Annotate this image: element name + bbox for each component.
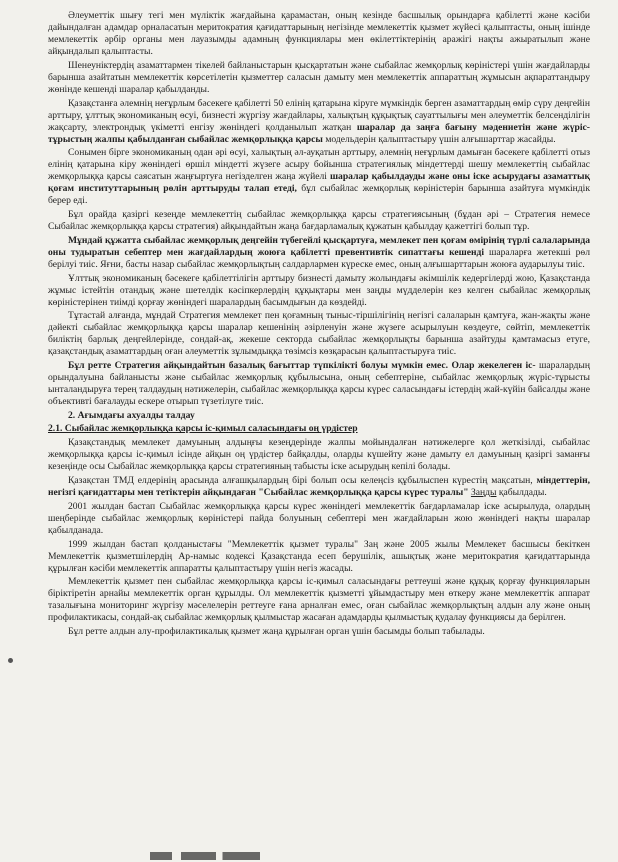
paragraph: Мемлекеттік қызмет пен сыбайлас жемқорлыққа қарсы іс-қимыл саласындағы реттеуші және құқық қорғау функцияларын біріктіретін арнайы мемлекеттік орган құрылды. Ол мемлекеттік қызметті ұйымдастыру мен өткеру және мемлекеттік аппарат тазалығына мониторинг жүргізу мәселелерін реттеуге ғана арналған емес, оған сыбайлас жемқорлықтың алдын алу және оның профилактикасы, сондай-ақ сыбайлас жемқорлық қылмыстар жасаған адамдарды қылмыстық қудалау функциясы да берілген. [48, 576, 590, 624]
paragraph-text: қабылдады. [498, 487, 547, 499]
paragraph: Бұл ретте алдын алу-профилактикалық қызмет жаңа құрылған орган үшін басымды болып табылады. [68, 626, 485, 638]
paragraph [48, 475, 590, 499]
paragraph: Бұл орайда қазіргі кезеңде мемлекеттің сыбайлас жемқорлыққа қарсы стратегиясының (бұдан әрі – Стратегия немесе Сыбайлас жемқорлыққа қарсы стратегия) айқындайтын жаңа бағдарламалық құжатын қабылдау қажеттігі болып тұр. [48, 209, 590, 233]
scan-dot [8, 658, 13, 663]
document-page [48, 10, 590, 640]
paragraph-bold-text: міндеттерін, негізгі қағидаттары мен тетіктерін айқындаған "Сыбайлас жемқорлыққа қарсы күрес туралы" [48, 475, 590, 499]
paragraph: Тұтастай алғанда, мұндай Стратегия мемлекет пен қоғамның тыныс-тіршілігінің негізгі салаларын қамтуға, жан-жақты және дәйекті сыбайлас жемқорлыққа қарсы шаралар кешенінің әзірленуін және жүзеге асырылуын көздеуге, сөйтіп, мемлекеттік биліктің барлық деңгейлерінде, сондай-ақ, жекеше секторда сыбайлас жемқорлықты барынша азайтуды қамтамасыз етуге, қазақстандық азаматтардың оған әлеуметтік зұлымдыққа төзімсіз көзқарасын қалыптастыруға тиіс. [48, 310, 590, 358]
paragraph: Қазақстандық мемлекет дамуының алдыңғы кезеңдерінде жалпы мойындалған нәтижелерге қол жеткізілді, сыбайлас жемқорлыққа қарсы іс-қимыл ісінде айқын оң үрдістер байқалды, оларды күшейту және дамыту ел дамуының қазіргі заманғы кезеңінде осы Сыбайлас жемқорлыққа қарсы стратегияның табысты іске асырудың кепілі болады. [48, 437, 590, 473]
subsection-heading [48, 423, 590, 435]
paragraph-text: бұл сыбайлас жемқорлық көріністерін барынша азайтуға мүмкіндік берер еді. [48, 183, 590, 207]
paragraph [48, 98, 590, 146]
paragraph-text: Қазақстанға әлемнің неғұрлым бәсекеге қабілетті 50 елінің қатарына кіруге мүмкіндік берген азаматтардың өмір сүру деңгейін арттыру, ұлттық экономиканың өсуі, бизнесті жүргізу жағдайлары, халықтың құқықтық сауаттылығы мен әлеуметтік белсенділігін жақсарту, электрондық үкіметті енгізу жөніндегі қолданылып жатқан [48, 97, 590, 133]
paragraph-bold-text: салаларында оны тудыратын себептер мен жағдайлардың жоюға қабілетті превентивтік сипаттағы кешенді [48, 234, 591, 258]
paragraph: Ұлттық экономиканың бәсекеге қабілеттілігін арттыру бизнесті дамыту жолындағы әкімшілік кедергілерді жою, Қазақстанда жұмыс істейтін отандық және шетелдік кәсіпкерлердің құқықтары мен заңды мүдделерін кез келген сыбайлас жемқорлық көріністерінен тиімді қорғау жөніндегі шаралардың басымдығын да көздейді. [48, 272, 590, 308]
subsection-heading-text: 2.1. Сыбайлас жемқорлыққа қарсы іс-қимыл саласындағы оң үрдістер [48, 423, 358, 435]
paragraph-bold-text: шаралар қабылдауды және оны іске асырудағы азаматтық қоғам институттарының рөлін арттыруды талап етеді, [48, 171, 591, 195]
scan-artifact [150, 852, 260, 860]
paragraph: Әлеуметтік шығу тегі мен мүліктік жағдайына қарамастан, оның кезінде басшылық орындарға қабілетті және кәсіби дайындалған адамдар орналасатын меритократия қағидаттарының негізінде мемлекеттік қызмет жүйесі қалыптасты, оның ішінде мемлекеттік әрбір органы мен лауазымды адамның функциялары мен өкілеттіктерінің аражігі нақты ажыратылып және айқындалып қалыптасты. [48, 10, 590, 58]
paragraph [48, 147, 590, 207]
paragraph-text: шараларға жетекші рөл берілуі тиіс. Яғни, басты назар сыбайлас жемқорлықтың салдарлармен күреске емес, оның алғышарттарын жоюға аударылуы тиіс. [48, 246, 590, 270]
paragraph-text: модельдерін қалыптастыру үшін алғышарттар жасайды. [325, 133, 556, 145]
paragraph [48, 235, 590, 271]
law-link[interactable]: Заңды [470, 487, 497, 499]
paragraph-bold-text: Мұндай құжатта сыбайлас жемқорлық деңгейін түбегейлі қысқартуға, мемлекет пен қоғам өмірінің түрлі [68, 234, 530, 246]
paragraph-text: Сонымен бірге экономиканың одан әрі өсуі, халықтың әл-ауқатын арттыру, әлемнің неғұрлым дамыған бәсекеге қабілетті отыз елінің қатарына кіру жөніндегі өршіл міндетті жүзеге асыру бойынша стратегиялық міндеттерді шешу мемлекеттің сыбайлас жемқорлыққа қарсы саясатын жаңғыртуға негізделген жаңа жүйелі [48, 147, 590, 183]
paragraph-text: Қазақстан ТМД елдерінің арасында алғашқылардың бірі болып осы келеңсіз құбылыспен күрестің мақсатын, [68, 475, 533, 487]
paragraph-bold-text: шаралар да заңға бағыну мәдениетін және жүріс-тұрыстың жалпы қабылданған сыбайлас жемқорлыққа қарсы [48, 121, 590, 145]
paragraph: 1999 жылдан бастап қолданыстағы "Мемлекеттік қызмет туралы" Заң және 2005 жылы Мемлекет басшысы бекіткен Мемлекеттік қызметшілердің Ар-намыс кодексі Қазақстанда есеп берушілік, ашықтық және меритократия қағидаттарында құрылған кәсіби мемлекеттік аппаратты қалыптастыру үшін негіз жасады. [48, 538, 590, 574]
paragraph: Шенеуніктердің азаматтармен тікелей байланыстарын қысқартатын және сыбайлас жемқорлық көріністері үшін жағдайларды барынша азайтатын мемлекеттік көрсетілетін қызметтер саласын дамыту мен мемлекеттік аппараттың жұмысын ақпараттандыру жөнінде кешенді шаралар қабылданды. [48, 59, 590, 95]
paragraph-text: шаралардың орындалуына байланысты және сыбайлас жемқорлық құбылысына, оның себептеріне, сыбайлас жемқорлық жүріс-тұрысты ынталандыруға терең талдаудың нәтижелерін, сыбайлас жемқорлыққа қарсы күрес саласындағы істердің жай-күйін байсалды және объективті бағалауды ескере отырып түзетілуге тиіс. [48, 360, 590, 408]
paragraph [48, 360, 590, 408]
paragraph-bold-text: Бұл ретте Стратегия айқындайтын базалық бағыттар түпкілікті болуы мүмкін емес. Олар жекелеген іс- [68, 360, 536, 372]
section-heading: 2. Ағымдағы ахуалды талдау [68, 410, 195, 422]
paragraph: 2001 жылдан бастап Сыбайлас жемқорлыққа қарсы күрес жөніндегі мемлекеттік бағдарламалар іске асырылуда, олардың шеңберінде сыбайлас жемқорлық көріністері пайда болуының себептері мен жағдайларын жою жөніндегі нақты шаралар қабылданада. [48, 500, 590, 536]
